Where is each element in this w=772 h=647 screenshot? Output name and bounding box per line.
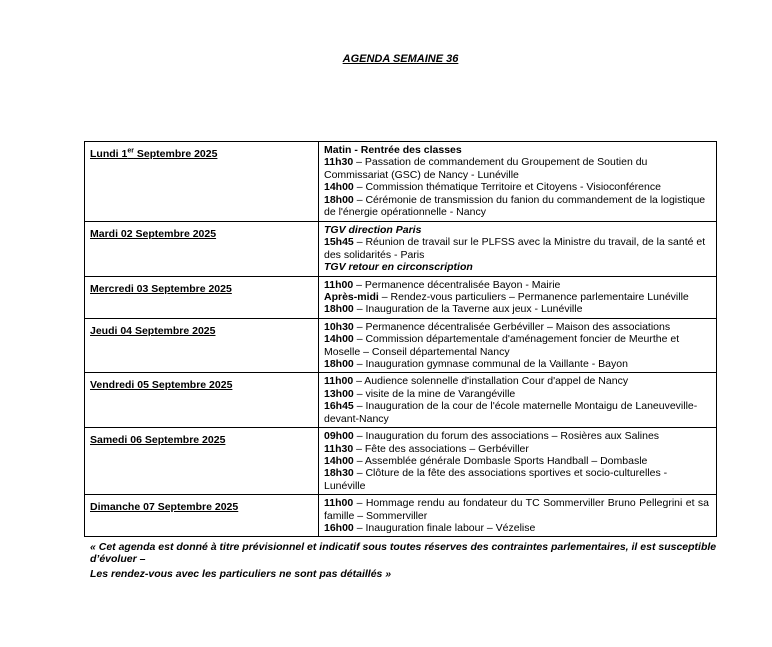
event-text: – Clôture de la fête des associations sportives et socio-culturelles - Lunéville — [324, 467, 668, 492]
event-text: TGV direction Paris — [324, 224, 422, 236]
event-line — [324, 321, 709, 333]
event-time: 18h00 — [324, 358, 354, 371]
event-time: 18h30 — [324, 467, 354, 480]
agenda-row-mercredi — [85, 277, 716, 319]
day-label-pre: Mercredi 03 Septembre 2025 — [90, 282, 232, 295]
page-title-text: AGENDA SEMAINE 36 — [342, 53, 459, 65]
event-text: – Passation de commandement du Groupement de Soutien du Commissariat (GSC) de Nancy - Lunéville — [324, 156, 648, 181]
event-line — [324, 194, 709, 219]
event-line — [324, 388, 709, 400]
day-cell — [85, 373, 319, 427]
event-text: – Inauguration du forum des associations – Rosières aux Salines — [353, 430, 660, 443]
event-line — [324, 144, 709, 156]
event-time: 14h00 — [324, 181, 354, 194]
event-line — [324, 279, 709, 291]
event-text: – Inauguration de la cour de l'école maternelle Montaigu de Laneuveville-devant-Nancy — [324, 400, 698, 425]
day-label-post: Septembre 2025 — [133, 148, 218, 160]
event-time: 10h30 — [324, 320, 354, 333]
event-line — [324, 156, 709, 181]
event-text: – visite de la mine de Varangéville — [353, 387, 516, 400]
event-time: Après-midi — [324, 291, 379, 304]
disclaimer-line-2: Les rendez-vous avec les particuliers ne sont pas détaillés » — [90, 568, 392, 580]
event-time: 18h00 — [324, 193, 354, 206]
event-line — [324, 443, 709, 455]
event-time: 11h00 — [324, 278, 354, 291]
event-line — [324, 455, 709, 467]
events-cell — [319, 222, 716, 276]
event-line — [324, 375, 709, 387]
event-line — [324, 467, 709, 492]
event-time: 11h00 — [324, 497, 354, 510]
events-cell — [319, 428, 716, 494]
day-label — [90, 283, 232, 295]
day-label-pre: Jeudi 04 Septembre 2025 — [90, 324, 216, 337]
event-time: 18h00 — [324, 303, 354, 316]
day-cell — [85, 222, 319, 276]
event-time: 16h45 — [324, 400, 354, 413]
event-line — [324, 522, 709, 534]
day-label-pre: Dimanche 07 Septembre 2025 — [90, 501, 239, 514]
agenda-row-mardi — [85, 222, 716, 277]
events-cell — [319, 142, 716, 221]
event-line — [324, 358, 709, 370]
event-time: 11h00 — [324, 375, 354, 388]
event-line — [324, 400, 709, 425]
event-text: – Assemblée générale Dombasle Sports Handball – Dombasle — [353, 454, 648, 467]
event-line-tgv — [324, 261, 709, 273]
day-label — [90, 228, 216, 240]
day-cell — [85, 428, 319, 494]
day-label-pre: Samedi 06 Septembre 2025 — [90, 434, 226, 447]
event-text: – Inauguration de la Taverne aux jeux - Lunéville — [353, 303, 583, 316]
day-label — [90, 148, 217, 160]
agenda-row-vendredi — [85, 373, 716, 428]
event-line — [324, 291, 709, 303]
day-label — [90, 434, 225, 446]
day-cell — [85, 495, 319, 536]
events-cell — [319, 495, 716, 536]
event-text: – Permanence décentralisée Gerbéviller – Maison des associations — [353, 320, 671, 333]
event-line-tgv — [324, 224, 709, 236]
agenda-row-jeudi — [85, 319, 716, 374]
event-time: 11h30 — [324, 156, 354, 169]
agenda-table — [84, 141, 717, 537]
event-line — [324, 236, 709, 261]
day-label — [90, 325, 215, 337]
day-label-pre: Vendredi 05 Septembre 2025 — [90, 379, 233, 392]
event-time: 09h00 — [324, 430, 354, 443]
event-time: 14h00 — [324, 333, 354, 346]
disclaimer-line-1: « Cet agenda est donné à titre prévisionnel et indicatif sous toutes réserves des contraintes parlementaires, il est susceptible d’évoluer – — [90, 541, 717, 566]
page-title — [84, 53, 717, 65]
event-text: TGV retour en circonscription — [324, 261, 473, 274]
event-line — [324, 303, 709, 315]
event-text: – Hommage rendu au fondateur du TC Sommerviller Bruno Pellegrini et sa famille – Sommerviller — [324, 497, 709, 522]
day-label — [90, 501, 238, 513]
event-text: – Rendez-vous particuliers – Permanence parlementaire Lunéville — [378, 291, 689, 304]
day-cell — [85, 277, 319, 318]
event-time: 16h00 — [324, 521, 354, 534]
events-cell — [319, 319, 716, 373]
event-time: Matin - Rentrée des classes — [324, 144, 462, 156]
day-cell — [85, 319, 319, 373]
day-label-sup: er — [127, 147, 134, 155]
event-line — [324, 430, 709, 442]
events-cell — [319, 277, 716, 318]
day-label-pre: Mardi 02 Septembre 2025 — [90, 228, 217, 240]
event-text: – Commission départementale d'aménagement foncier de Meurthe et Moselle – Conseil départemental Nancy — [324, 333, 680, 358]
event-time: 11h30 — [324, 442, 354, 455]
agenda-row-dimanche — [85, 495, 716, 536]
event-text: – Commission thématique Territoire et Citoyens - Visioconférence — [353, 181, 661, 194]
event-time: 13h00 — [324, 387, 354, 400]
agenda-row-lundi — [85, 142, 716, 222]
event-text: – Inauguration finale labour – Vézelise — [353, 521, 536, 534]
events-cell — [319, 373, 716, 427]
event-text: – Réunion de travail sur le PLFSS avec la Ministre du travail, de la santé et des solidarités - Paris — [324, 236, 706, 261]
event-text: – Fête des associations – Gerbéviller — [353, 442, 529, 455]
event-text: – Audience solennelle d'installation Cour d'appel de Nancy — [353, 375, 629, 388]
day-label — [90, 379, 232, 391]
event-line — [324, 333, 709, 358]
event-line — [324, 181, 709, 193]
day-cell — [85, 142, 319, 221]
event-text: – Cérémonie de transmission du fanion du commandement de la logistique de l'énergie opérationnelle - Nancy — [324, 193, 706, 219]
event-line — [324, 497, 709, 522]
agenda-row-samedi — [85, 428, 716, 495]
event-time: 14h00 — [324, 454, 354, 467]
event-text: – Permanence décentralisée Bayon - Mairie — [353, 278, 561, 291]
event-text: – Inauguration gymnase communal de la Vaillante - Bayon — [353, 358, 628, 371]
day-label-pre: Lundi 1 — [90, 148, 128, 160]
event-time: 15h45 — [324, 236, 354, 249]
